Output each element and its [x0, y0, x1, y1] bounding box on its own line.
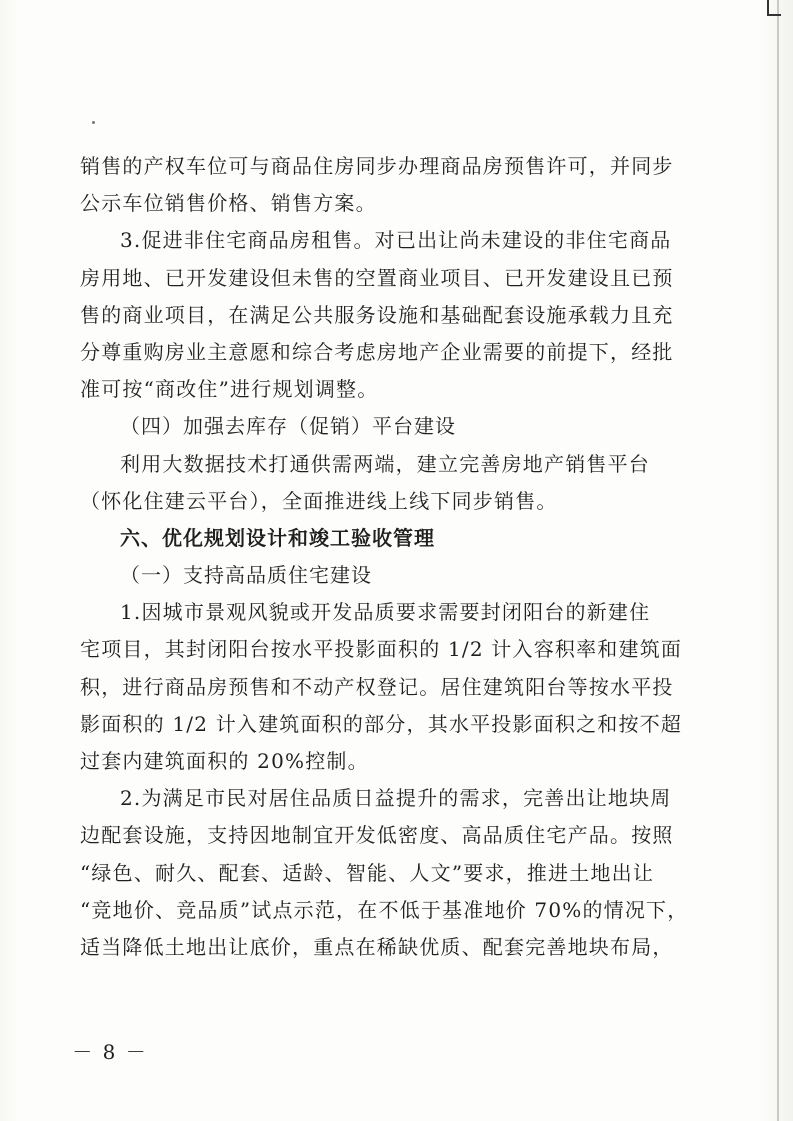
- paragraph-line: 边配套设施，支持因地制宜开发低密度、高品质住宅产品。按照: [80, 823, 674, 848]
- paragraph-line: 房用地、已开发建设但未售的空置商业项目、已开发建设且已预: [80, 265, 674, 290]
- sub-heading: （一）支持高品质住宅建设: [120, 563, 372, 588]
- paragraph-line: “绿色、耐久、配套、适龄、智能、人文”要求，推进土地出让: [80, 860, 655, 885]
- paragraph-line: 准可按“商改住”进行规划调整。: [80, 377, 379, 402]
- scan-edge-line: [777, 0, 779, 1121]
- paragraph-line: （怀化住建云平台），全面推进线上线下同步销售。: [80, 488, 558, 513]
- corner-mark: [767, 0, 781, 16]
- paragraph-line: 公示车位销售价格、销售方案。: [80, 191, 377, 216]
- paragraph-line: 利用大数据技术打通供需两端，建立完善房地产销售平台: [120, 451, 650, 476]
- section-heading: 六、优化规划设计和竣工验收管理: [120, 525, 435, 550]
- paragraph-line: 2.为满足市民对居住品质日益提升的需求，完善出让地块周: [120, 786, 672, 811]
- paragraph-line: 宅项目，其封闭阳台按水平投影面积的 1/2 计入容积率和建筑面: [80, 637, 683, 662]
- paragraph-line: 过套内建筑面积的 20%控制。: [80, 749, 369, 773]
- paragraph-line: “竞地价、竞品质”试点示范，在不低于基准地价 70%的情况下，: [80, 897, 689, 922]
- paragraph-line: 适当降低土地出让底价，重点在稀缺优质、配套完善地块布局，: [80, 934, 674, 959]
- paragraph-line: 积，进行商品房预售和不动产权登记。居住建筑阳台等按水平投: [80, 674, 674, 699]
- paragraph-line: 1.因城市景观风貌或开发品质要求需要封闭阳台的新建住: [120, 600, 651, 625]
- paragraph-line: 3.促进非住宅商品房租售。对已出让尚未建设的非住宅商品: [120, 228, 672, 253]
- scan-dot: [92, 121, 95, 124]
- sub-heading: （四）加强去库存（促销）平台建设: [120, 414, 456, 439]
- page-number: － 8 －: [72, 1040, 148, 1064]
- paragraph-line: 分尊重购房业主意愿和综合考虑房地产企业需要的前提下，经批: [80, 339, 674, 364]
- body-text: [80, 148, 702, 966]
- paragraph-line: 影面积的 1/2 计入建筑面积的部分，其水平投影面积之和按不超: [80, 711, 683, 736]
- paragraph-line: 销售的产权车位可与商品住房同步办理商品房预售许可，并同步: [80, 154, 674, 178]
- paragraph-line: 售的商业项目，在满足公共服务设施和基础配套设施承载力且充: [80, 302, 674, 327]
